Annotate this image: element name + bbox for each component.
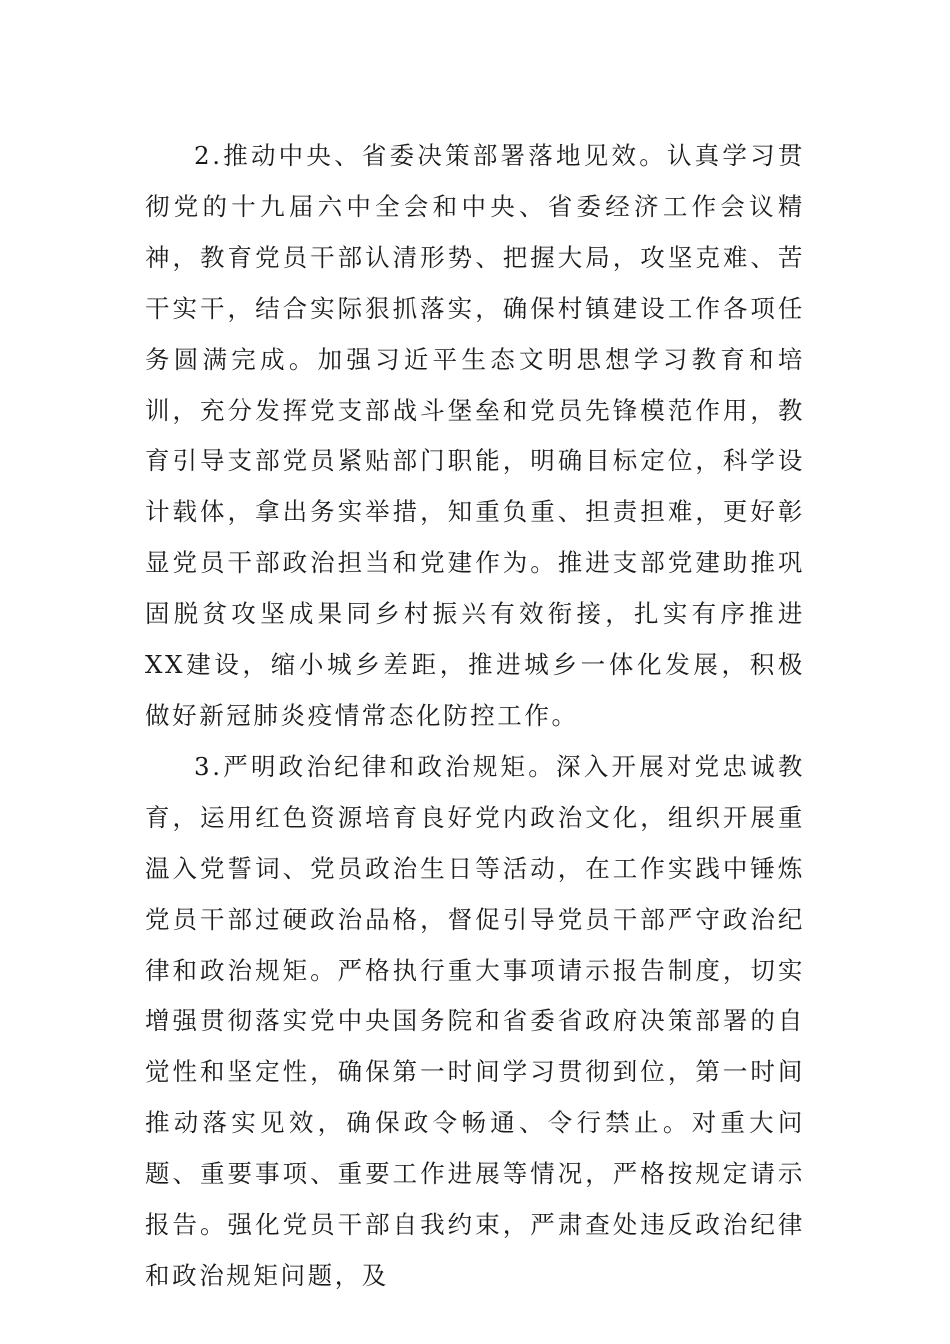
paragraph-item-3: 3.严明政治纪律和政治规矩。深入开展对党忠诚教育，运用红色资源培育良好党内政治文化，组织开展重温入党誓词、党员政治生日等活动，在工作实践中锤炼党员干部过硬政治品格，督促引导党员干部严守政治纪律和政治规矩。严格执行重大事项请示报告制度，切实增强贯彻落实党中央国务院和省委省政府决策部署的自觉性和坚定性，确保第一时间学习贯彻到位，第一时间推动落实见效，确保政令畅通、令行禁止。对重大问题、重要事项、重要工作进展等情况，严格按规定请示报告。强化党员干部自我约束，严肃查处违反政治纪律和政治规矩问题，及 [145, 751, 805, 1290]
paragraph-item-2: 2.推动中央、省委决策部署落地见效。认真学习贯彻党的十九届六中全会和中央、省委经济工作会议精神，教育党员干部认清形势、把握大局，攻坚克难、苦干实干，结合实际狠抓落实，确保村镇建设工作各项任务圆满完成。加强习近平生态文明思想学习教育和培训，充分发挥党支部战斗堡垒和党员先锋模范作用，教育引导支部党员紧贴部门职能，明确目标定位，科学设计载体，拿出务实举措，知重负重、担责担难，更好彰显党员干部政治担当和党建作为。推进支部党建助推巩固脱贫攻坚成果同乡村振兴有效衔接，扎实有序推进XX建设，缩小城乡差距，推进城乡一体化发展，积极做好新冠肺炎疫情常态化防控工作。 [145, 141, 805, 730]
document-body [145, 131, 805, 1302]
